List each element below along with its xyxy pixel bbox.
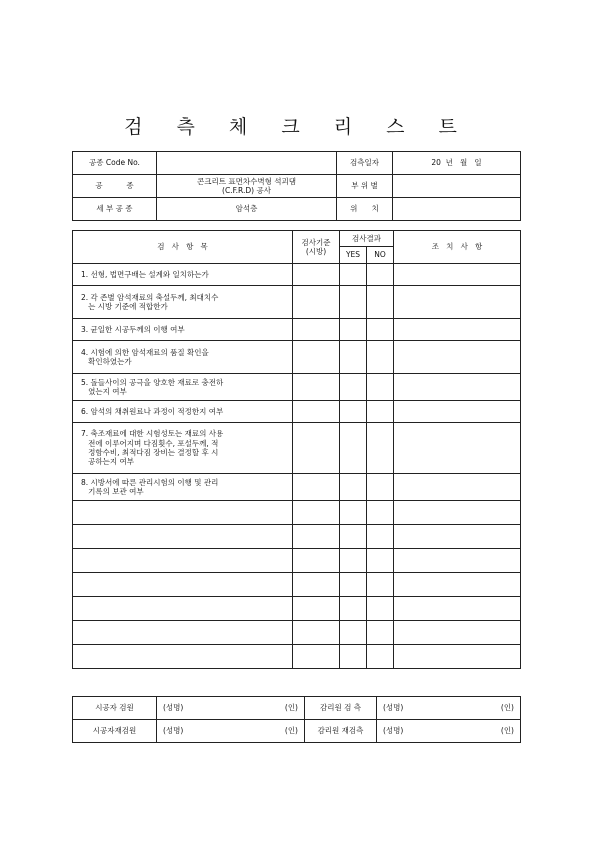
header-standard: 검사기준 (시방) <box>293 231 340 264</box>
checklist-item: 5. 돌들사이의 공극을 양호한 재료로 충전하 였는지 여부 <box>73 374 293 401</box>
standard-cell[interactable] <box>293 621 340 645</box>
checklist-row <box>73 474 521 501</box>
standard-cell[interactable] <box>293 597 340 621</box>
supervisor-reinspection-label: 감리원 재검측 <box>305 720 377 743</box>
date-label: 검측일자 <box>337 152 393 175</box>
no-cell[interactable] <box>367 341 394 374</box>
action-cell[interactable] <box>394 264 521 286</box>
no-cell[interactable] <box>367 573 394 597</box>
no-cell[interactable] <box>367 401 394 423</box>
action-cell[interactable] <box>394 341 521 374</box>
checklist-row <box>73 341 521 374</box>
yes-cell[interactable] <box>340 319 367 341</box>
header-yes: YES <box>340 247 367 264</box>
code-value[interactable] <box>157 152 337 175</box>
checklist-row <box>73 573 521 597</box>
yes-cell[interactable] <box>340 501 367 525</box>
no-cell[interactable] <box>367 374 394 401</box>
no-cell[interactable] <box>367 264 394 286</box>
standard-cell[interactable] <box>293 423 340 474</box>
yes-cell[interactable] <box>340 573 367 597</box>
standard-cell[interactable] <box>293 319 340 341</box>
name-label: (성명) <box>383 726 404 736</box>
yes-cell[interactable] <box>340 645 367 669</box>
yes-cell[interactable] <box>340 597 367 621</box>
standard-cell[interactable] <box>293 264 340 286</box>
checklist-row <box>73 264 521 286</box>
checklist-item <box>73 573 293 597</box>
no-cell[interactable] <box>367 474 394 501</box>
seal-label: (인) <box>284 726 298 736</box>
part-value[interactable] <box>393 175 521 198</box>
standard-cell[interactable] <box>293 573 340 597</box>
supervisor-inspection-label: 감리원 검 측 <box>305 697 377 720</box>
detail-value[interactable]: 암석층 <box>157 198 337 221</box>
checklist-item <box>73 501 293 525</box>
yes-cell[interactable] <box>340 286 367 319</box>
checklist-item: 1. 선형, 법면구배는 설계와 일치하는가 <box>73 264 293 286</box>
work-value[interactable]: 콘크리트 표면차수벽형 석괴댐 (C.F.R.D) 공사 <box>157 175 337 198</box>
part-label: 부 위 별 <box>337 175 393 198</box>
standard-cell[interactable] <box>293 341 340 374</box>
standard-cell[interactable] <box>293 374 340 401</box>
yes-cell[interactable] <box>340 423 367 474</box>
standard-cell[interactable] <box>293 474 340 501</box>
checklist-item <box>73 549 293 573</box>
contractor-reinspector-label: 시공자재검원 <box>73 720 157 743</box>
standard-cell[interactable] <box>293 286 340 319</box>
checklist-row <box>73 597 521 621</box>
standard-cell[interactable] <box>293 525 340 549</box>
action-cell[interactable] <box>394 645 521 669</box>
action-cell[interactable] <box>394 621 521 645</box>
no-cell[interactable] <box>367 501 394 525</box>
checklist-row <box>73 549 521 573</box>
no-cell[interactable] <box>367 645 394 669</box>
action-cell[interactable] <box>394 549 521 573</box>
action-cell[interactable] <box>394 474 521 501</box>
checklist-row <box>73 621 521 645</box>
page-title: 검 측 체 크 리 스 트 <box>124 116 471 138</box>
standard-cell[interactable] <box>293 549 340 573</box>
date-value[interactable]: 20 년 월 일 <box>393 152 521 175</box>
checklist-item: 6. 암석의 채취원료나 과정이 적정한지 여부 <box>73 401 293 423</box>
no-cell[interactable] <box>367 286 394 319</box>
checklist-row <box>73 286 521 319</box>
yes-cell[interactable] <box>340 341 367 374</box>
checklist-row <box>73 374 521 401</box>
header-no: NO <box>367 247 394 264</box>
name-label: (성명) <box>163 726 184 736</box>
action-cell[interactable] <box>394 286 521 319</box>
contractor-inspector-signature[interactable] <box>157 697 305 720</box>
detail-label: 세 부 공 종 <box>73 198 157 221</box>
checklist-row <box>73 401 521 423</box>
action-cell[interactable] <box>394 501 521 525</box>
name-label: (성명) <box>163 703 184 713</box>
signature-table <box>72 696 521 743</box>
location-label: 위 치 <box>337 198 393 221</box>
name-label: (성명) <box>383 703 404 713</box>
yes-cell[interactable] <box>340 525 367 549</box>
action-cell[interactable] <box>394 319 521 341</box>
standard-cell[interactable] <box>293 645 340 669</box>
header-result: 검사결과 <box>340 231 394 247</box>
header-item: 검 사 항 목 <box>73 231 293 264</box>
contractor-reinspector-signature[interactable] <box>157 720 305 743</box>
yes-cell[interactable] <box>340 621 367 645</box>
no-cell[interactable] <box>367 423 394 474</box>
standard-cell[interactable] <box>293 401 340 423</box>
seal-label: (인) <box>500 703 514 713</box>
action-cell[interactable] <box>394 573 521 597</box>
checklist-row <box>73 501 521 525</box>
action-cell[interactable] <box>394 525 521 549</box>
no-cell[interactable] <box>367 319 394 341</box>
checklist-item: 7. 축조재료에 대한 시험성토는 재료의 사용 전에 이루어지며 다짐횟수, 포설두께, 적 정함수비, 최적다짐 장비는 결정할 후 시 공하는지 여부 <box>73 423 293 474</box>
checklist-row <box>73 645 521 669</box>
checklist-item: 4. 시험에 의한 암석재료의 품질 확인을 확인하였는가 <box>73 341 293 374</box>
no-cell[interactable] <box>367 549 394 573</box>
supervisor-inspection-signature[interactable] <box>377 697 521 720</box>
action-cell[interactable] <box>394 401 521 423</box>
action-cell[interactable] <box>394 597 521 621</box>
action-cell[interactable] <box>394 374 521 401</box>
info-table <box>72 151 521 221</box>
checklist-row <box>73 423 521 474</box>
contractor-inspector-label: 시공자 검원 <box>73 697 157 720</box>
yes-cell[interactable] <box>340 374 367 401</box>
yes-cell[interactable] <box>340 264 367 286</box>
no-cell[interactable] <box>367 597 394 621</box>
checklist-item <box>73 597 293 621</box>
yes-cell[interactable] <box>340 401 367 423</box>
checklist-row <box>73 319 521 341</box>
checklist-row <box>73 525 521 549</box>
seal-label: (인) <box>500 726 514 736</box>
no-cell[interactable] <box>367 621 394 645</box>
code-label: 공종 Code No. <box>73 152 157 175</box>
supervisor-reinspection-signature[interactable] <box>377 720 521 743</box>
seal-label: (인) <box>284 703 298 713</box>
checklist-item <box>73 621 293 645</box>
action-cell[interactable] <box>394 423 521 474</box>
location-value[interactable] <box>393 198 521 221</box>
no-cell[interactable] <box>367 525 394 549</box>
work-label: 공 종 <box>73 175 157 198</box>
standard-cell[interactable] <box>293 501 340 525</box>
checklist-item: 2. 각 존별 암석재료의 축설두께, 최대치수 는 시방 기준에 적합한가 <box>73 286 293 319</box>
checklist-item <box>73 645 293 669</box>
checklist-table <box>72 230 521 669</box>
header-action: 조 치 사 항 <box>394 231 521 264</box>
checklist-item: 8. 시방서에 따른 관리시험의 이행 및 관리 기록의 보관 여부 <box>73 474 293 501</box>
yes-cell[interactable] <box>340 474 367 501</box>
checklist-item: 3. 균일한 시공두께의 이행 여부 <box>73 319 293 341</box>
yes-cell[interactable] <box>340 549 367 573</box>
checklist-item <box>73 525 293 549</box>
